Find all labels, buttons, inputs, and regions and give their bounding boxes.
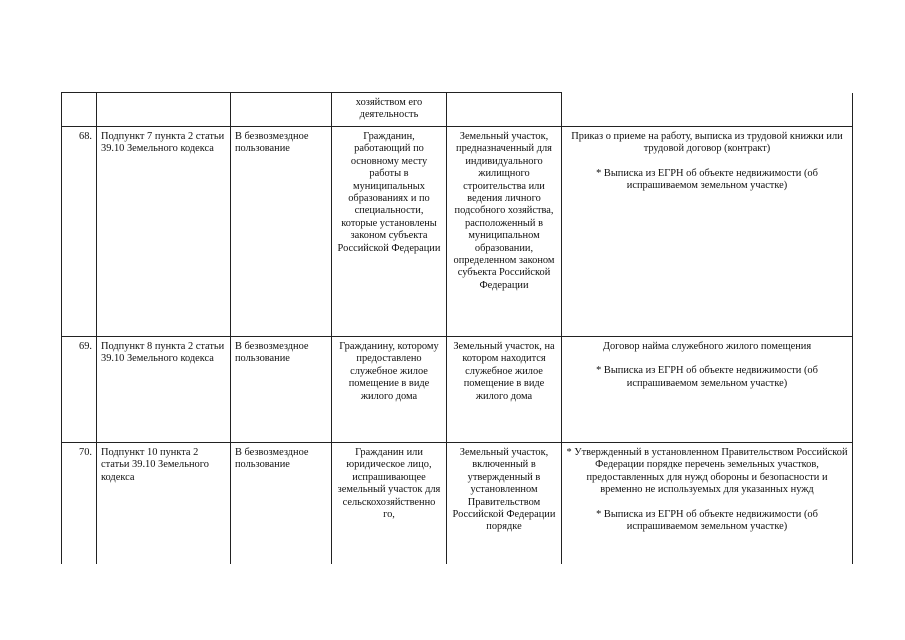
- doc-item: * Выписка из ЕГРН об объекте недвижимости (об испрашиваемом земельном участке): [596, 365, 818, 389]
- cell-docs: [562, 127, 853, 337]
- form-text: В безвозмездное пользование: [235, 447, 309, 471]
- table-row-continuation: [62, 93, 853, 127]
- cell-basis: [97, 337, 231, 443]
- form-text: В безвозмездное пользование: [235, 131, 309, 155]
- cell-plot: [447, 93, 562, 127]
- plot-text: Земельный участок, на котором находится служебное жилое помещение в виде жилого дома: [453, 341, 555, 402]
- doc-item: * Выписка из ЕГРН об объекте недвижимости (об испрашиваемом земельном участке): [596, 167, 818, 192]
- doc-item: * Утвержденный в установленном Правительством Российской Федерации порядке перечень земельных участков, предоставленных для нужд обороны и безопасности и временно не используемых для указанных нужд: [566, 447, 848, 496]
- cell-basis: [97, 93, 231, 127]
- cell-number: [62, 337, 97, 443]
- doc-item: * Выписка из ЕГРН об объекте недвижимости (об испрашиваемом земельном участке): [596, 508, 818, 533]
- table-row: [62, 127, 853, 337]
- cell-number: [62, 443, 97, 565]
- applicant-text: Гражданину, которому предоставлено служебное жилое помещение в виде жилого дома: [339, 341, 439, 402]
- applicant-text: Гражданин или юридическое лицо, испрашивающее земельный участок для сельскохозяйственно го,: [337, 447, 441, 521]
- applicant-text: хозяйством его деятельность: [355, 97, 423, 121]
- row-number: 69.: [79, 341, 92, 352]
- cell-basis: [97, 443, 231, 565]
- cell-applicant: [332, 127, 447, 337]
- cell-form: [231, 127, 332, 337]
- cell-applicant: [332, 93, 447, 127]
- applicant-text: Гражданин, работающий по основному месту работы в муниципальных образованиях и по специальности, которые установлены законом субъекта Российской Федерации: [337, 131, 441, 254]
- cell-plot: [447, 127, 562, 337]
- basis-text: Подпункт 7 пункта 2 статьи 39.10 Земельного кодекса: [101, 131, 225, 155]
- doc-item: Приказ о приеме на работу, выписка из трудовой книжки или трудовой договор (контракт): [571, 131, 843, 155]
- row-number: 70.: [79, 447, 92, 458]
- plot-text: Земельный участок, включенный в утвержденный в установленном Правительством Российской Федерации порядке: [452, 447, 556, 533]
- land-documents-table: [61, 92, 853, 564]
- cell-form: [231, 443, 332, 565]
- plot-text: Земельный участок, предназначенный для индивидуального жилищного строительства или ведения личного подсобного хозяйства, расположенный в муниципальном образовании, определенном законом субъекта Российской Федерации: [453, 131, 555, 291]
- basis-text: Подпункт 8 пункта 2 статьи 39.10 Земельного кодекса: [101, 341, 225, 365]
- doc-item: Договор найма служебного жилого помещения: [602, 341, 812, 352]
- cell-docs: [562, 443, 853, 565]
- cell-applicant: [332, 337, 447, 443]
- cell-applicant: [332, 443, 447, 565]
- cell-number: [62, 127, 97, 337]
- cell-docs: [562, 93, 853, 127]
- cell-docs: [562, 337, 853, 443]
- cell-form: [231, 337, 332, 443]
- cell-plot: [447, 337, 562, 443]
- cell-form: [231, 93, 332, 127]
- cell-number: [62, 93, 97, 127]
- table-row: [62, 337, 853, 443]
- basis-text: Подпункт 10 пункта 2 статьи 39.10 Земельного кодекса: [101, 447, 209, 483]
- cell-plot: [447, 443, 562, 565]
- row-number: 68.: [79, 131, 92, 142]
- table-row: [62, 443, 853, 565]
- form-text: В безвозмездное пользование: [235, 341, 309, 365]
- cell-basis: [97, 127, 231, 337]
